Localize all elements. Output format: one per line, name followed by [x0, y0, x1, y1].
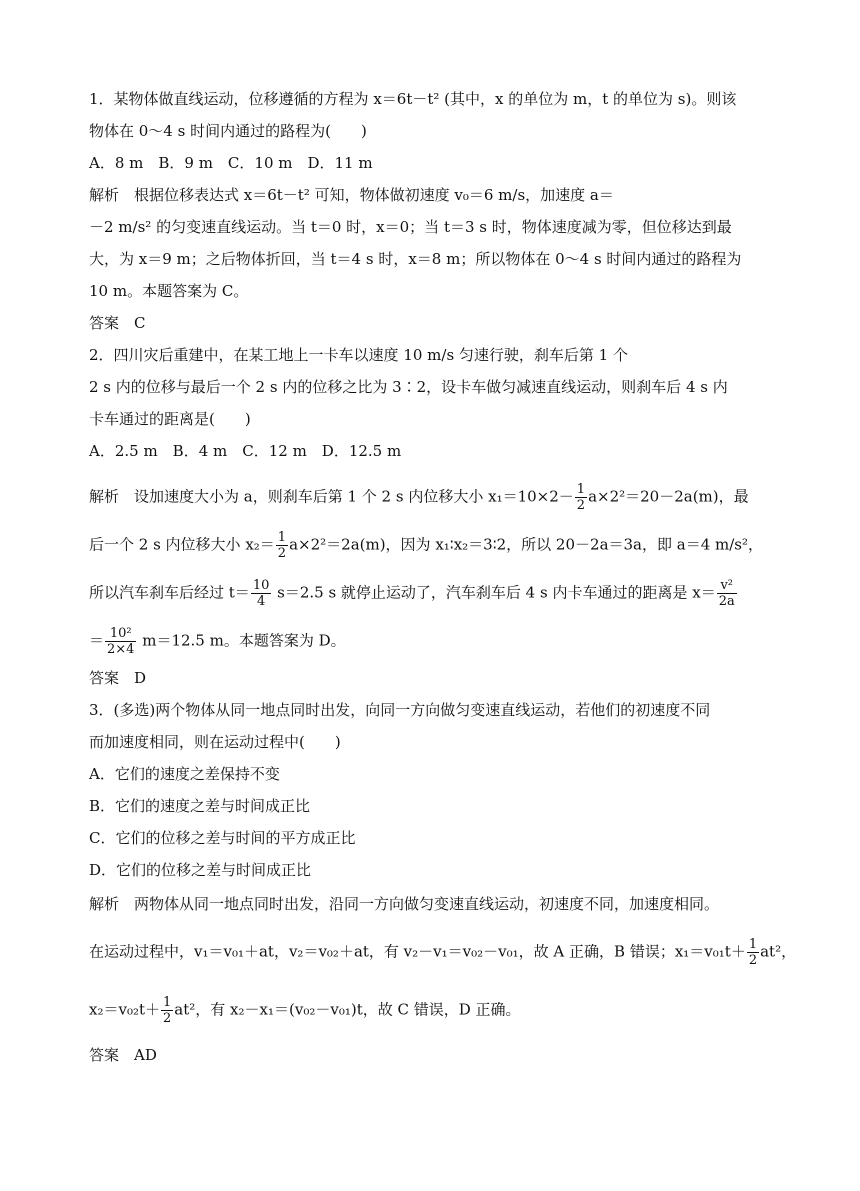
- fraction-half: [575, 482, 587, 513]
- fraction-denominator: 2: [277, 546, 287, 561]
- q3-option-d: D．它们的位移之差与时间成正比: [89, 861, 312, 879]
- fraction-numerator: 1: [163, 995, 172, 1010]
- q2-answer: 答案 D: [89, 669, 147, 687]
- q3-analysis-text: at²，有 x₂－x₁＝(v₀₂－v₀₁)t，故 C 错误，D 正确。: [174, 1000, 521, 1019]
- q2-analysis-text: 所以汽车刹车后经过 t＝: [89, 583, 250, 602]
- q1-options: A．8 m B．9 m C．10 m D．11 m: [89, 154, 373, 172]
- q3-option-a: A．它们的速度之差保持不变: [89, 765, 280, 783]
- fraction-distance-value: [105, 626, 136, 657]
- q3-analysis-text: 在运动过程中，v₁＝v₀₁＋at，v₂＝v₀₂＋at，有 v₂－v₁＝v₀₂－v₀₁，故 A 正确，B 错误；x₁＝v₀₁t＋: [89, 942, 746, 961]
- q2-stem-line3: 卡车通过的距离是( ): [89, 410, 251, 428]
- q1-answer: 答案 C: [89, 314, 146, 332]
- fraction-half: [747, 937, 759, 968]
- q1-stem-cont: 物体在 0～4 s 时间内通过的路程为( ): [89, 122, 367, 140]
- q2-analysis-text: a×2²＝2a(m)，因为 x₁∶x₂＝3∶2，所以 20－2a＝3a，即 a＝4 m/s²，: [289, 535, 764, 554]
- fraction-denominator: 2×4: [107, 642, 135, 657]
- q2-analysis-line4: [89, 626, 346, 657]
- q3-answer: 答案 AD: [89, 1046, 157, 1064]
- q3-analysis-line2: [89, 937, 796, 968]
- q3-analysis-text: x₂＝v₀₂t＋: [89, 1000, 161, 1019]
- fraction-half: [161, 995, 173, 1026]
- q3-stem-line2: 而加速度相同，则在运动过程中( ): [89, 733, 341, 751]
- q2-analysis-line1: [89, 482, 749, 513]
- q2-analysis-text: 解析 设加速度大小为 a，则刹车后第 1 个 2 s 内位移大小 x₁＝10×2－: [89, 487, 574, 506]
- q2-analysis-text: 后一个 2 s 内位移大小 x₂＝: [89, 535, 275, 554]
- fraction-denominator: 2: [163, 1011, 172, 1026]
- q1-stem: 1．某物体做直线运动，位移遵循的方程为 x＝6t－t² (其中，x 的单位为 m，t 的单位为 s)。则该: [89, 90, 737, 108]
- fraction-denominator: 2a: [718, 594, 735, 609]
- fraction-stop-time: [251, 578, 272, 609]
- fraction-numerator: 10²: [105, 626, 136, 642]
- fraction-denominator: 2: [748, 953, 758, 968]
- q2-analysis-text: m＝12.5 m。本题答案为 D。: [137, 631, 346, 650]
- q1-analysis-line3: 大，为 x＝9 m；之后物体折回，当 t＝4 s 时，x＝8 m；所以物体在 0～4 s 时间内通过的路程为: [89, 250, 742, 268]
- q2-options: A．2.5 m B．4 m C．12 m D．12.5 m: [89, 442, 402, 460]
- q1-analysis: 解析 根据位移表达式 x＝6t－t² 可知，物体做初速度 v₀＝6 m/s，加速度 a＝: [89, 186, 614, 204]
- q2-analysis-text: s＝2.5 s 就停止运动了，汽车刹车后 4 s 内卡车通过的距离是 x＝: [272, 583, 716, 602]
- q3-analysis: 解析 两物体从同一地点同时出发，沿同一方向做匀变速直线运动，初速度不同，加速度相同。: [89, 895, 720, 913]
- q3-option-b: B．它们的速度之差与时间成正比: [89, 797, 311, 815]
- q3-analysis-text: at²，: [760, 942, 797, 961]
- fraction-half: [276, 530, 288, 561]
- fraction-numerator: 1: [277, 530, 287, 545]
- q2-stem: 2．四川灾后重建中，在某工地上一卡车以速度 10 m/s 匀速行驶，刹车后第 1 个: [89, 346, 628, 364]
- q3-stem: 3．(多选)两个物体从同一地点同时出发，向同一方向做匀变速直线运动，若他们的初速度不同: [89, 701, 711, 719]
- fraction-distance-formula: [717, 578, 737, 609]
- q1-analysis-line4: 10 m。本题答案为 C。: [89, 282, 249, 300]
- q1-analysis-line2: －2 m/s² 的匀变速直线运动。当 t＝0 时，x＝0；当 t＝3 s 时，物体速度减为零，但位移达到最: [89, 218, 732, 236]
- q2-analysis-line3: [89, 578, 738, 609]
- q2-analysis-text: ＝: [89, 631, 105, 650]
- q2-stem-line2: 2 s 内的位移与最后一个 2 s 内的位移之比为 3∶2，设卡车做匀减速直线运动，则刹车后 4 s 内: [89, 378, 728, 396]
- fraction-numerator: v²: [717, 578, 737, 594]
- q3-option-c: C．它们的位移之差与时间的平方成正比: [89, 829, 356, 847]
- q2-analysis-line2: [89, 530, 763, 561]
- fraction-numerator: 1: [748, 937, 758, 952]
- fraction-denominator: 4: [256, 594, 266, 609]
- fraction-numerator: 10: [252, 578, 270, 593]
- q3-analysis-line3: [89, 995, 521, 1026]
- fraction-numerator: 1: [576, 482, 586, 497]
- q2-analysis-text: a×2²＝20－2a(m)，最: [588, 487, 749, 506]
- fraction-denominator: 2: [576, 498, 586, 513]
